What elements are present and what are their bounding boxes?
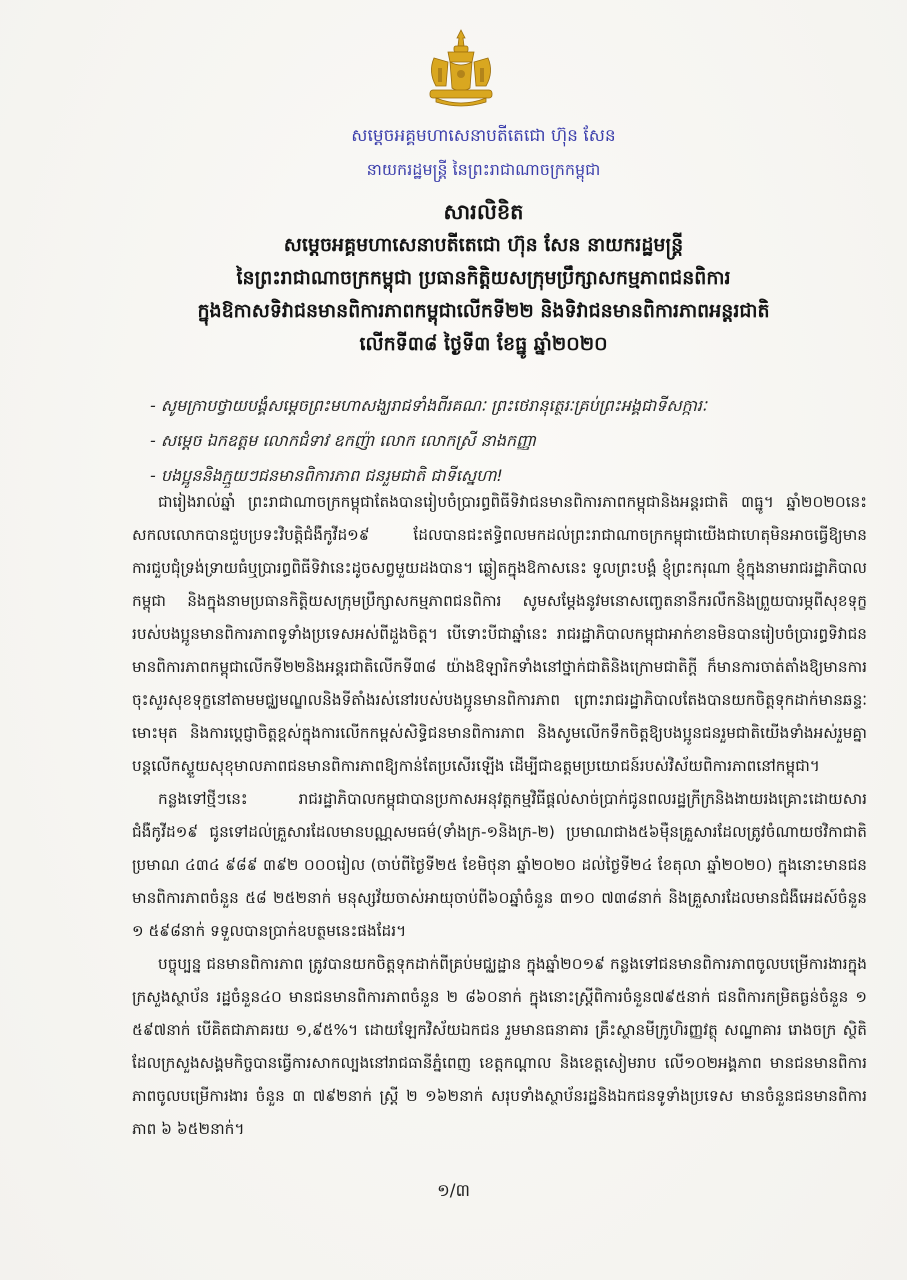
salutation-item: - បងប្អូននិងក្មួយៗជនមានពិការភាព ជនរួមជាតិ ជាទីស្នេហា! bbox=[150, 466, 503, 485]
body-paragraph: ជារៀងរាល់ឆ្នាំ ព្រះរាជាណាចក្រកម្ពុជាតែងបានរៀបចំប្រារព្ធពិធីទិវាជនមានពិការភាពកម្ពុជានិងអន្តរជាតិ ៣ធ្នូ។ ឆ្នាំ២០២០នេះ សកលលោកបានជួបប្រទះវិបត្តិជំងឺកូវីដ១៩ ដែលបានជះឥទ្ធិពលមកដល់ព្រះរាជាណាចក្រកម្ពុជាយើងជាហេតុមិនអាចធ្វើឱ្យមានការជួបជុំទ្រង់ទ្រាយធំឬប្រារព្ធពិធីទិវានេះដូចសព្វមួយដងបាន។ ឆ្លៀតក្នុងឱកាសនេះ ទូលព្រះបង្គំ ខ្ញុំព្រះករុណា ខ្ញុំក្នុងនាមរាជរដ្ឋាភិបាលកម្ពុជា និងក្នុងនាមប្រធានកិត្តិយសក្រុមប្រឹក្សាសកម្មភាពជនពិការ សូមសម្ដែងនូវមនោសញ្ចេតនានឹករលឹកនិងព្រួយបារម្ភពីសុខទុក្ខរបស់បងប្អូនមានពិការភាពទូទាំងប្រទេសអស់ពីដួងចិត្ត។ បើទោះបីជាឆ្នាំនេះ រាជរដ្ឋាភិបាលកម្ពុជាអាក់ខានមិនបានរៀបចំប្រារព្ធទិវាជនមានពិការភាពកម្ពុជាលើកទី២២និងអន្តរជាតិលើកទី៣៨ យ៉ាងឱឡារិកទាំងនៅថ្នាក់ជាតិនិងក្រោមជាតិក្ដី ក៏មានការចាត់តាំងឱ្យមានការចុះសួរសុខទុក្ខនៅតាមមជ្ឈមណ្ឌលនិងទីតាំងរស់នៅរបស់បងប្អូនមានពិការភាព ព្រោះរាជរដ្ឋាភិបាលតែងបានយកចិត្តទុកដាក់មានឆន្ទៈមោះមុត និងការប្ដេជ្ញាចិត្តខ្ពស់ក្នុងការលើកកម្ពស់សិទ្ធិជនមានពិការភាព និងសូមលើកទឹកចិត្តឱ្យបងប្អូនជនរួមជាតិយើងទាំងអស់រួមគ្នាបន្តលើកស្ទួយសុខុមាលភាពជនមានពិការភាពឱ្យកាន់តែប្រសើរឡើង ដើម្បីជាឧត្តមប្រយោជន៍របស់វិស័យពិការភាពនៅកម្ពុជា។ bbox=[132, 493, 867, 775]
title-line-3: នៃព្រះរាជាណាចក្រកម្ពុជា ប្រធានកិត្តិយសក្រុមប្រឹក្សាសកម្មភាពជនពិការ bbox=[236, 267, 731, 289]
title-line-4: ក្នុងឱកាសទិវាជនមានពិការភាពកម្ពុជាលើកទី២២ និងទិវាជនមានពិការភាពអន្តរជាតិ bbox=[197, 300, 770, 322]
title-line-1: សារលិខិត bbox=[443, 200, 524, 224]
body-paragraph: កន្លងទៅថ្មីៗនេះ រាជរដ្ឋាភិបាលកម្ពុជាបានប្រកាសអនុវត្តកម្មវិធីផ្ដល់សាច់ប្រាក់ជូនពលរដ្ឋក្រីក្រនិងងាយរងគ្រោះដោយសារជំងឺកូវីដ១៩ ជូនទៅដល់គ្រួសារដែលមានបណ្ណសមធម៌(ទាំងក្រ-១និងក្រ-២) ប្រមាណជាង៥៦ម៉ឺនគ្រួសារដែលត្រូវចំណាយថវិកាជាតិប្រមាណ ៤៣៤ ៩៨៩ ៣៩២ ០០០រៀល (ចាប់ពីថ្ងៃទី២៥ ខែមិថុនា ឆ្នាំ២០២០ ដល់ថ្ងៃទី២៤ ខែតុលា ឆ្នាំ២០២០) ក្នុងនោះមានជនមានពិការភាពចំនួន ៥៨ ២៥២នាក់ មនុស្សវ័យចាស់អាយុចាប់ពី៦០ឆ្នាំចំនួន ៣១០ ៧៣៨នាក់ និងគ្រួសារដែលមានជំងឺអេដស៍ចំនួន ១ ៥៩៨នាក់ ទទួលបានប្រាក់ឧបត្ថមនេះផងដែរ។ bbox=[132, 790, 867, 940]
letter-title bbox=[130, 196, 837, 361]
royal-arms-emblem-icon bbox=[420, 28, 502, 108]
salutation-item: - សូមក្រាបថ្វាយបង្គំសម្ដេចព្រះមហាសង្ឃរាជទាំងពីរគណៈ ព្រះថេរានុត្ថេរៈគ្រប់ព្រះអង្គជាទីសក្ការៈ bbox=[150, 396, 707, 415]
letter-body bbox=[132, 486, 867, 1146]
salutation-list bbox=[150, 388, 867, 493]
title-line-5: លើកទី៣៨ ថ្ងៃទី៣ ខែធ្នូ ឆ្នាំ២០២០ bbox=[359, 333, 608, 355]
sender-role: នាយករដ្ឋមន្ត្រី នៃព្រះរាជាណាចក្រកម្ពុជា bbox=[366, 160, 601, 179]
sender-name: សម្ដេចអគ្គមហាសេនាបតីតេជោ ហ៊ុន សែន bbox=[351, 126, 616, 146]
page-number: ១/៣ bbox=[436, 1181, 471, 1201]
body-paragraph: បច្ចុប្បន្ន ជនមានពិការភាព ត្រូវបានយកចិត្តទុកដាក់ពីគ្រប់មជ្ឈដ្ឋាន ក្នុងឆ្នាំ២០១៩ កន្លងទៅជនមានពិការភាពចូលបម្រើការងារក្នុងក្រសួងស្ថាប័ន រដ្ឋចំនួន៤០ មានជនមានពិការភាពចំនួន ២ ៨៦០នាក់ ក្នុងនោះស្ត្រីពិការចំនួន៧៩៥នាក់ ជនពិការកម្រិតធ្ងន់ចំនួន ១ ៥៩៧នាក់ បើគិតជាភាគរយ ១,៩៥%។ ដោយឡែកវិស័យឯកជន រួមមានធនាគារ គ្រឹះស្ថានមីក្រូហិរញ្ញវត្ថុ សណ្ឋាគារ រោងចក្រ ស្ថិតិដែលក្រសួងសង្គមកិច្ចបានធ្វើការសាកល្បងនៅរាជធានីភ្នំពេញ ខេត្តកណ្ដាល និងខេត្តសៀមរាប លើ១០២អង្គភាព មានជនមានពិការភាពចូលបម្រើការងារ ចំនួន ៣ ៧៩២នាក់ ស្ត្រី ២ ១៦២នាក់ សរុបទាំងស្ថាប័នរដ្ឋនិងឯកជនទូទាំងប្រទេស មានចំនួនជនមានពិការភាព ៦ ៦៥២នាក់។ bbox=[132, 955, 867, 1138]
title-line-2: សម្ដេចអគ្គមហាសេនាបតីតេជោ ហ៊ុន សែន នាយករដ្ឋមន្ត្រី bbox=[283, 234, 684, 256]
salutation-item: - សម្ដេច ឯកឧត្តម លោកជំទាវ ឧកញ៉ា លោក លោកស្រី នាងកញ្ញា bbox=[150, 431, 537, 450]
